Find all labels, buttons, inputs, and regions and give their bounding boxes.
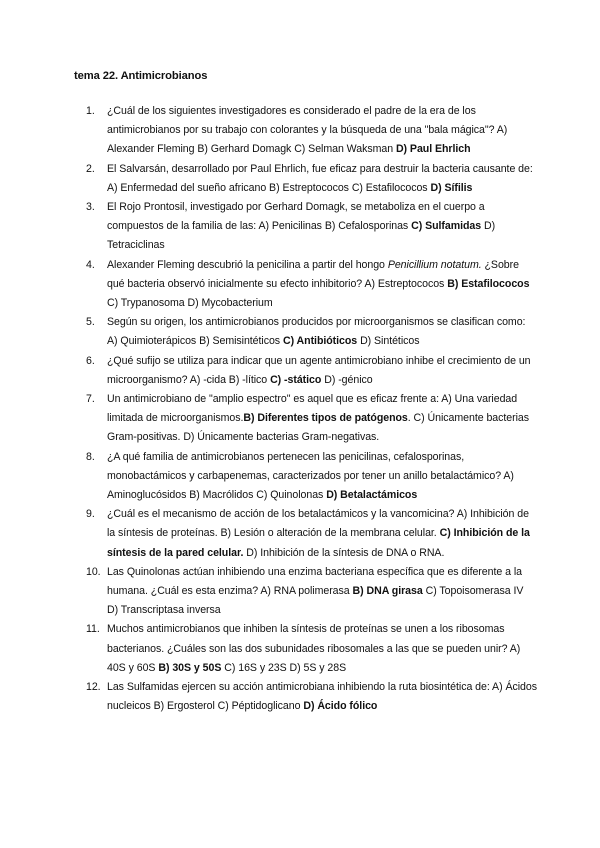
question-text-continued: D) Tetraciclinas — [107, 220, 496, 252]
question-number: 7. — [86, 393, 95, 406]
question-item — [0, 256, 537, 314]
question-text: ¿Cuál de los siguientes investigadores es considerado el padre de la era de los antimicrobianos por su trabajo con colorantes y la búsqueda de una "bala mágica"? A) Alexander Fleming B) Gerhard Domagk C) Selman Waksman — [107, 105, 508, 156]
question-number: 3. — [86, 201, 95, 214]
correct-answer: C) Sulfamidas — [411, 220, 482, 233]
question-item — [0, 390, 537, 448]
question-text: ¿Qué sufijo se utiliza para indicar que un agente antimicrobiano inhibe el crecimiento de un microorganismo? A) -cida B) -lítico — [107, 354, 531, 386]
question-text-continued: C) Topoisomerasa IV D) Transcriptasa inversa — [107, 585, 524, 617]
correct-answer: D) Paul Ehrlich — [395, 143, 471, 156]
question-number: 6. — [86, 354, 95, 367]
question-number: 8. — [86, 450, 95, 463]
question-number: 10. — [86, 565, 101, 578]
question-item — [0, 563, 537, 621]
question-item — [0, 160, 537, 198]
correct-answer: D) Betalactámicos — [326, 489, 418, 502]
question-text: Las Sulfamidas ejercen su acción antimicrobiana inhibiendo la ruta biosintética de: A) Ácidos nucleicos B) Ergosterol C) Péptidoglicano — [107, 681, 537, 713]
question-number: 12. — [86, 681, 101, 694]
question-text: ¿Cuál es el mecanismo de acción de los betalactámicos y la vancomicina? A) Inhibición de la síntesis de proteínas. B) Lesión o alteración de la membrana celular. — [107, 508, 529, 540]
question-text-continued: D) -génico — [324, 373, 373, 386]
correct-answer: B) Diferentes tipos de patógenos — [243, 412, 408, 425]
correct-answer: B) DNA girasa — [352, 585, 423, 598]
question-list — [0, 102, 600, 717]
question-options-tail: C) Trypanosoma D) Mycobacterium — [107, 297, 273, 310]
question-item — [0, 352, 537, 390]
question-text-continued: D) Inhibición de la síntesis de DNA o RNA. — [246, 546, 445, 559]
question-text-continued: ¿Sobre qué bacteria observó inicialmente su efecto inhibitorio? A) Estreptococos — [107, 258, 519, 290]
question-text: Alexander Fleming descubrió la penicilina a partir del hongo — [107, 258, 385, 271]
question-text: Muchos antimicrobianos que inhiben la síntesis de proteínas se unen a los ribosomas bacterianos. ¿Cuáles son las dos subunidades ribosomales a las que se pueden unir? A) 40S y 60S — [107, 623, 521, 674]
question-item — [0, 620, 537, 678]
question-item — [0, 448, 537, 506]
question-number: 11. — [86, 623, 100, 636]
question-text-continued: D) Sintéticos — [360, 335, 420, 348]
correct-answer: C) Inhibición de la síntesis de la pared celular. — [107, 527, 530, 559]
question-text-continued: . C) Únicamente bacterias Gram-positivas. D) Únicamente bacterias Gram-negativas. — [107, 412, 529, 444]
species-name: Penicillium notatum. — [387, 258, 482, 271]
question-text: ¿A qué familia de antimicrobianos pertenecen las penicilinas, cefalosporinas, monobactámicos y carbapenemas, caracterizados por tener un anillo betalactámico? A) Aminoglucósidos B) Macrólidos C) Quinolonas — [107, 450, 514, 502]
correct-answer: C) -stático — [270, 373, 322, 386]
question-item — [0, 198, 537, 256]
question-number: 2. — [86, 162, 95, 175]
correct-answer: D) Sífilis — [430, 181, 473, 194]
question-text: El Rojo Prontosil, investigado por Gerhard Domagk, se metaboliza en el cuerpo a compuestos de la familia de las: A) Penicilinas B) Cefalosporinas — [107, 201, 485, 233]
question-text-continued: C) 16S y 23S D) 5S y 28S — [224, 661, 347, 674]
correct-answer: C) Antibióticos — [282, 335, 358, 348]
question-text: Según su origen, los antimicrobianos producidos por microorganismos se clasifican como: A) Quimioterápicos B) Semisintéticos — [107, 316, 526, 348]
question-text: Un antimicrobiano de "amplio espectro" es aquel que es eficaz frente a: A) Una variedad limitada de microorganismos. — [107, 393, 518, 425]
page-title: tema 22. Antimicrobianos — [74, 70, 208, 82]
question-number: 9. — [86, 508, 95, 521]
question-item — [0, 102, 537, 160]
correct-answer: B) 30S y 50S — [158, 661, 222, 674]
question-number: 1. — [86, 105, 95, 117]
question-text: Las Quinolonas actúan inhibiendo una enzima bacteriana específica que es diferente a la humana. ¿Cuál es esta enzima? A) RNA polimerasa — [107, 565, 522, 598]
correct-answer: D) Ácido fólico — [303, 700, 378, 713]
question-item — [0, 313, 537, 351]
question-text: El Salvarsán, desarrollado por Paul Ehrlich, fue eficaz para destruir la bacteria causante de: A) Enfermedad del sueño africano B) Estreptococos C) Estafilococos — [107, 162, 533, 194]
question-number: 4. — [86, 258, 95, 271]
question-number: 5. — [86, 316, 95, 329]
correct-answer: B) Estafilococos — [447, 277, 530, 290]
question-item — [0, 505, 537, 563]
question-item — [0, 678, 537, 716]
